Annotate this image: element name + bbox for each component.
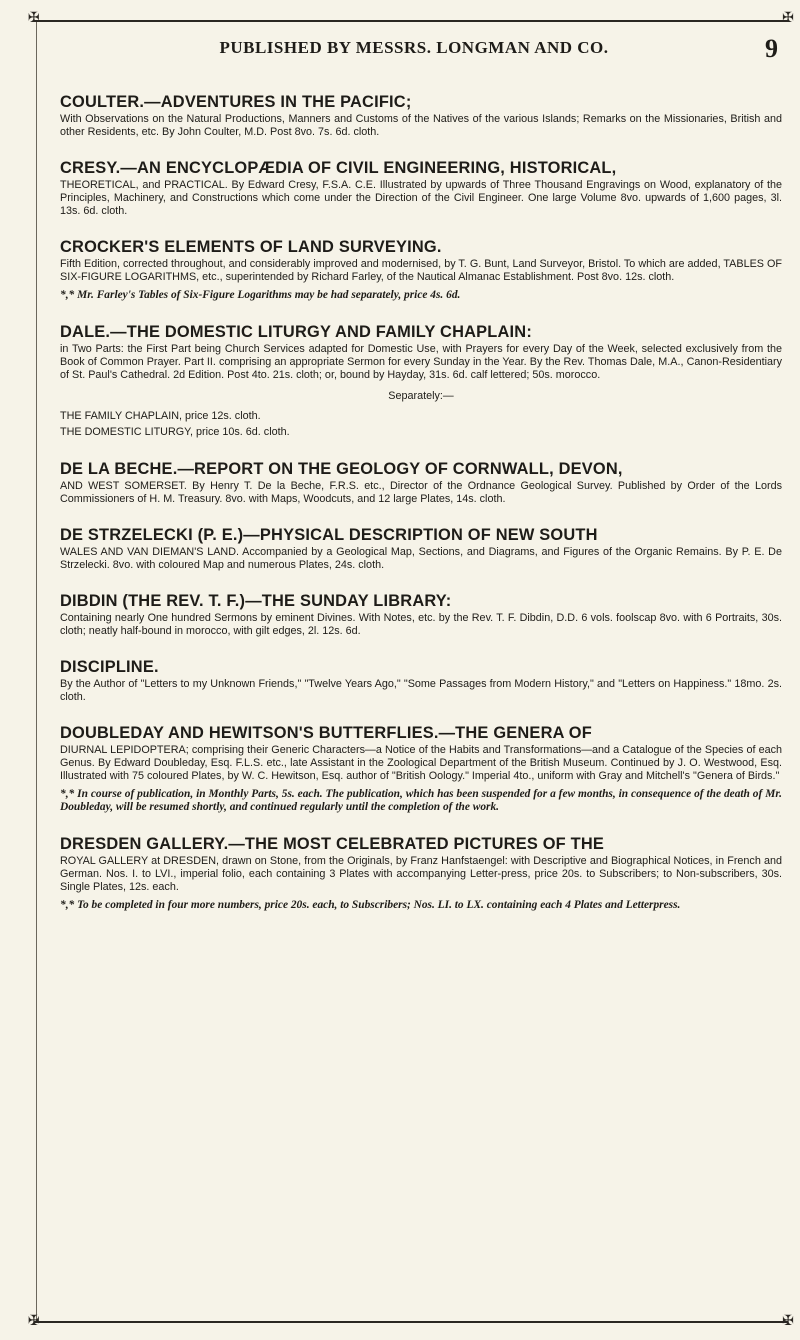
entry-heading: CRESY.—AN ENCYCLOPÆDIA OF CIVIL ENGINEERING, HISTORICAL, [60,159,617,177]
entry-note: *,* To be completed in four more numbers, price 20s. each, to Subscribers; Nos. LI. to LX. containing each 4 Plates and Letterpress. [60,898,681,911]
entry-dale [60,322,782,440]
page-number: 9 [765,34,778,63]
entry-de-la-beche [60,459,782,506]
running-head [60,34,788,66]
entry-heading: DIBDIN (THE REV. T. F.)—THE SUNDAY LIBRARY: [60,591,452,610]
entry-coulter [60,92,782,139]
corner-ornament-icon: ✠ [28,10,40,26]
running-title: PUBLISHED BY MESSRS. LONGMAN AND CO. [219,38,609,57]
entry-crocker [60,237,782,303]
entry-description: Fifth Edition, corrected throughout, and considerably improved and modernised, by T. G. Bunt, Land Surveyor, Bristol. To which are added, TABLES OF SIX-FIGURE LOGARITHMS, etc., superintended by Richard Farley, of the Nautical Almanac Establishment. Post 8vo. 12s. cloth. [60,258,782,283]
entry-description: DIURNAL LEPIDOPTERA; comprising their Generic Characters—a Notice of the Habits and Transformations—and a Catalogue of the Species of each Genus. By Edward Doubleday, Esq. F.L.S. etc., late Assistant in the Zoological Department of the British Museum. Continued by J. O. Westwood, Esq. Illustrated with 75 coloured Plates, by W. C. Hewitson, Esq. author of "British Oology." Imperial 4to., uniform with Gray and Mitchell's "Genera of Birds." [60,743,782,782]
left-margin-rule [36,22,37,1322]
entry-dresden-gallery [60,834,782,913]
separately-label: Separately:— [388,389,454,402]
entry-line: THE DOMESTIC LITURGY, price 10s. 6d. cloth. [60,425,290,438]
entry-description: in Two Parts: the First Part being Church Services adapted for Domestic Use, with Prayers for every Day of the Week, selected exclusively from the Book of Common Prayer. Part II. comprising an appropriate Sermon for every Sunday in the Year. By the Rev. Thomas Dale, M.A., Canon-Residentiary of St. Paul's Cathedral. 2d Edition. Post 4to. 21s. cloth; or, bound by Hayday, 31s. 6d. calf lettered; 50s. morocco. [60,342,782,381]
entry-note: *,* Mr. Farley's Tables of Six-Figure Logarithms may be had separately, price 4s. 6d. [60,289,461,301]
entry-heading: DISCIPLINE. [60,657,159,676]
entry-heading: DALE.—THE DOMESTIC LITURGY AND FAMILY CHAPLAIN: [60,322,532,341]
corner-ornament-icon: ✠ [28,1313,40,1329]
entry-description: By the Author of "Letters to my Unknown Friends," "Twelve Years Ago," "Some Passages from Modern History," and "Letters on Happiness." 18mo. 2s. cloth. [60,677,782,703]
entry-heading: DRESDEN GALLERY.—THE MOST CELEBRATED PICTURES OF THE [60,834,605,853]
corner-ornament-icon: ✠ [782,10,794,26]
entry-line: THE FAMILY CHAPLAIN, price 12s. cloth. [60,409,261,422]
top-border-rule [34,20,788,22]
entry-discipline [60,657,782,704]
entry-description: With Observations on the Natural Productions, Manners and Customs of the Natives of the various Islands; Remarks on the Missionaries, British and other Residents, etc. By John Coulter, M.D. Post 8vo. 7s. 6d. cloth. [60,113,782,138]
entry-heading: DE LA BECHE.—REPORT ON THE GEOLOGY OF CORNWALL, DEVON, [60,459,623,478]
catalogue-entries [60,92,782,931]
entry-description: THEORETICAL, and PRACTICAL. By Edward Cresy, F.S.A. C.E. Illustrated by upwards of Three Thousand Engravings on Wood, explanatory of the Principles, Machinery, and Constructions which come under the Direction of the Civil Engineer. One large Volume 8vo. upwards of 1,600 pages, 3l. 13s. 6d. cloth. [60,179,782,217]
entry-description: Containing nearly One hundred Sermons by eminent Divines. With Notes, etc. by the Rev. T. F. Dibdin, D.D. 6 vols. foolscap 8vo. with 6 Portraits, 30s. cloth; neatly half-bound in morocco, with gilt edges, 2l. 12s. 6d. [60,611,782,637]
bottom-border-rule [34,1321,788,1323]
entry-note: *,* In course of publication, in Monthly Parts, 5s. each. The publication, which has been suspended for a few months, in consequence of the death of Mr. Doubleday, will be resumed shortly, and continued regularly until the completion of the work. [60,787,782,813]
entry-cresy [60,158,782,218]
entry-doubleday [60,723,782,815]
entry-heading: DE STRZELECKI (P. E.)—PHYSICAL DESCRIPTION OF NEW SOUTH [60,525,598,544]
corner-ornament-icon: ✠ [782,1313,794,1329]
entry-heading: DOUBLEDAY AND HEWITSON'S BUTTERFLIES.—THE GENERA OF [60,723,592,742]
entry-heading: CROCKER'S ELEMENTS OF LAND SURVEYING. [60,238,442,256]
entry-de-strzelecki [60,525,782,572]
entry-description: ROYAL GALLERY at DRESDEN, drawn on Stone, from the Originals, by Franz Hanfstaengel: with Descriptive and Biographical Notices, in French and German. Nos. I. to LVI., imperial folio, each containing 3 Plates with accompanying Letter-press, price 20s. to Subscribers; to Non-subscribers, 30s. Single Plates, 12s. each. [60,854,782,893]
entry-description: AND WEST SOMERSET. By Henry T. De la Beche, F.R.S. etc., Director of the Ordnance Geological Survey. Published by Order of the Lords Commissioners of H. M. Treasury. 8vo. with Maps, Woodcuts, and 12 large Plates, 14s. cloth. [60,479,782,505]
entry-description: WALES AND VAN DIEMAN'S LAND. Accompanied by a Geological Map, Sections, and Diagrams, and Figures of the Organic Remains. By P. E. De Strzelecki. 8vo. with coloured Map and numerous Plates, 24s. cloth. [60,545,782,571]
entry-dibdin [60,591,782,638]
entry-heading: COULTER.—ADVENTURES IN THE PACIFIC; [60,93,412,111]
